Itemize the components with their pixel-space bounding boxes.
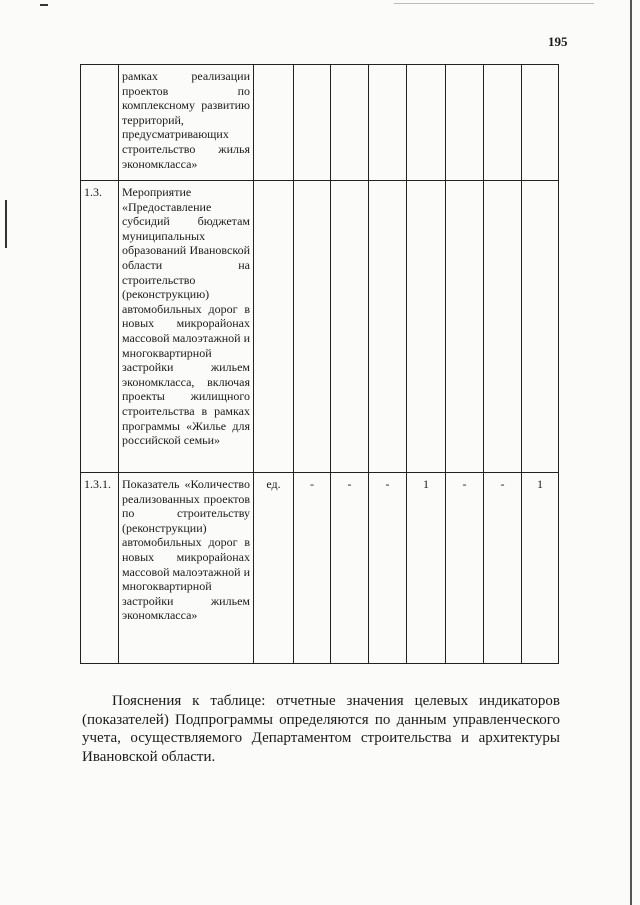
- table-row: [81, 65, 559, 181]
- row-value: -: [369, 473, 407, 664]
- table-row: [81, 181, 559, 473]
- row-name: Мероприятие «Предоставление субсидий бюджетам муниципальных образований Ивановской области на строительство (реконструкцию) автомобильных дорог в новых микрорайонах массовой малоэтажной и многоквартирной застройки жильем экономкласса, включая проекты жилищного строительства в рамках программы «Жилье для российской семьи»: [119, 181, 254, 473]
- row-value: [446, 65, 484, 181]
- row-value: [369, 65, 407, 181]
- scan-artifact-mark: [40, 4, 48, 6]
- row-value: [331, 181, 369, 473]
- row-value: 1: [407, 473, 446, 664]
- page-number: 195: [548, 34, 568, 49]
- row-value: [294, 65, 331, 181]
- row-name: рамках реализации проектов по комплексному развитию территорий, предусматривающих строительство жилья экономкласса»: [119, 65, 254, 181]
- row-name: Показатель «Количество реализованных проектов по строительству (реконструкции) автомобильных дорог в новых микрорайонах массовой малоэтажной и многоквартирной застройки жильем экономкласса»: [119, 473, 254, 664]
- row-value: [407, 181, 446, 473]
- row-value: [484, 65, 522, 181]
- row-value: -: [294, 473, 331, 664]
- row-value: -: [331, 473, 369, 664]
- row-unit: [254, 65, 294, 181]
- row-value: [446, 181, 484, 473]
- indicator-table: [80, 64, 559, 664]
- row-value: -: [446, 473, 484, 664]
- scan-artifact-bar: [5, 200, 7, 248]
- row-value: [294, 181, 331, 473]
- row-number: 1.3.1.: [81, 473, 119, 664]
- row-number: [81, 65, 119, 181]
- scan-artifact-line: [394, 3, 594, 4]
- table-note: Пояснения к таблице: отчетные значения целевых индикаторов (показателей) Подпрограммы определяются по данным управленческого учета, осуществляемого Департаментом строительства и архитектуры Ивановской области.: [82, 693, 560, 765]
- row-value: [369, 181, 407, 473]
- row-number: 1.3.: [81, 181, 119, 473]
- row-value: [522, 65, 559, 181]
- row-value: [484, 181, 522, 473]
- row-value: [407, 65, 446, 181]
- row-value: -: [484, 473, 522, 664]
- row-value: [331, 65, 369, 181]
- scan-edge-line: [630, 0, 632, 905]
- row-unit: [254, 181, 294, 473]
- row-value: [522, 181, 559, 473]
- row-unit: ед.: [254, 473, 294, 664]
- row-value: 1: [522, 473, 559, 664]
- table-row: [81, 473, 559, 664]
